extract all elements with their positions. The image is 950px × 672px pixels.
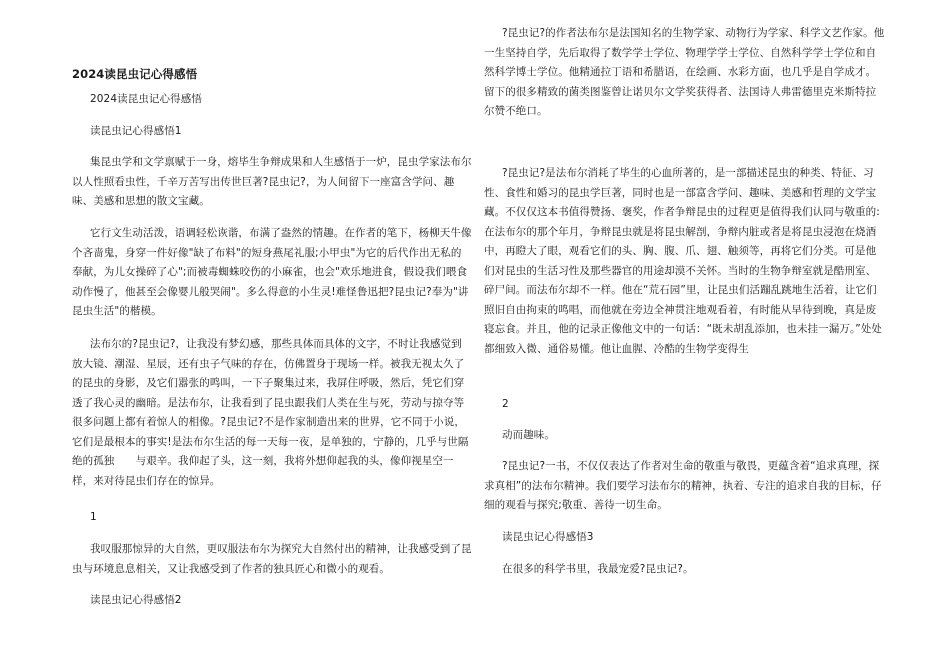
- paragraph: 法布尔的?昆虫记?，让我没有梦幻感，那些具体而具体的文字，不时让我感觉到放大镜、潮湿、星辰，还有虫子气味的存在，仿佛置身于现场一样。被我无视太久了的昆虫的身影，及它们嚣张的鸣叫，一下子聚集过来，我屏住呼吸，然后，凭它们穿透了我心灵的幽暗。是法布尔，让我看到了昆虫跟我们人类在生与死，劳动与掠夺等很多问题上都有着惊人的相像。?昆虫记?不是作家制造出来的世界，它不同于小说，它们是最根本的事实!是法布尔生活的每一天每一夜，是单独的，宁静的，几乎与世隔绝的孤独 与艰辛。我仰起了头，这一刻，我将外想仰起我的头，像仰视星空一样，来对待昆虫们存在的惊异。: [72, 338, 469, 487]
- paragraph: 在很多的科学书里，我最宠爱?昆虫记?。: [502, 563, 694, 575]
- subtitle: 2024读昆虫记心得感悟: [90, 93, 202, 105]
- paragraph: ?昆虫记?一书，不仅仅表达了作者对生命的敬重与敬畏，更蕴含着“追求真理，探求真相”的法布尔精神。我们要学习法布尔的精神，执着、专注的追求自我的目标，仔细的观看与探究;敬重、善待一切生命。: [484, 460, 882, 511]
- section-heading-2: 读昆虫记心得感悟2: [90, 594, 182, 606]
- paragraph: 它行文生动活泼，语调轻松诙谐，布满了盎然的情趣。在作者的笔下，杨柳天牛像个吝啬鬼，身穿一件好像"缺了布料"的短身燕尾礼服;小甲虫"为它的后代作出无私的奉献，为儿女操碎了心";而被毒蜘蛛咬伤的小麻雀，也会"欢乐地进食，假设我们喂食动作慢了，他甚至会像婴儿般哭闹"。多么得意的小生灵!难怪鲁迅把?昆虫记?奉为"讲昆虫生活"的楷模。: [72, 227, 472, 317]
- paragraph: 集昆虫学和文学禀赋于一身，熔毕生争辩成果和人生感悟于一炉，昆虫学家法布尔以人性照看虫性，千辛万苦写出传世巨著?昆虫记?，为人间留下一座富含学问、趣味、美感和思想的散文宝藏。: [72, 156, 472, 207]
- section-heading-3: 读昆虫记心得感悟3: [502, 531, 594, 543]
- page-number: 2: [502, 398, 509, 410]
- paragraph: ?昆虫记?的作者法布尔是法国知名的生物学家、动物行为学家、科学文艺作家。他一生坚持自学，先后取得了数学学士学位、物理学学士学位、自然科学学士学位和自然科学博士学位。他精通拉丁语和希腊语，在绘画、水彩方面，也几乎是自学成才。留下的很多精致的菌类图鉴曾让诺贝尔文学奖获得者、法国诗人弗雷德里克米斯特拉尔赞不绝口。: [484, 27, 885, 117]
- page-number: 1: [90, 511, 97, 523]
- document-title: 2024读昆虫记心得感悟: [72, 67, 198, 81]
- section-heading-1: 读昆虫记心得感悟1: [90, 125, 182, 137]
- paragraph: ?昆虫记?是法布尔消耗了毕生的心血所著的，是一部描述昆虫的种类、特征、习性、食性和婚习的昆虫学巨著，同时也是一部富含学问、趣味、美感和哲理的文学宝藏。不仅仅这本书值得赞扬、褒奖，作者争辩昆虫的过程更是值得我们认同与敬重的:在法布尔的那个年月，争辩昆虫就是将昆虫解剖，争辩内脏或者是将昆虫浸泡在烧酒中，再瞪大了眼，观看它们的头、胸、腹、爪、翅、触须等，再将它们分类。可是他们对昆虫的生活习性及那些器官的用途却漠不关怀。当时的生物争辩室就是酷刑室、碎尸间。而法布尔却不一样。他在“荒石园”里，让昆虫们活蹦乱跳地生活着，让它们照旧自由拘束的鸣唱，而他就在旁边全神贯注地观看着，有时能从早待到晚，真是废寝忘食。并且，他的记录正像他文中的一句话：“既未胡乱添加，也未挂一漏万。”处处都细致入微、通俗易懂。他让血腥、冷酷的生物学变得生: [484, 167, 883, 355]
- paragraph: 我叹服那惊异的大自然，更叹服法布尔为探究大自然付出的精神，让我感受到了昆虫与环境息息相关，又让我感受到了作者的独具匠心和微小的观看。: [72, 543, 472, 575]
- paragraph: 动而趣味。: [502, 429, 555, 441]
